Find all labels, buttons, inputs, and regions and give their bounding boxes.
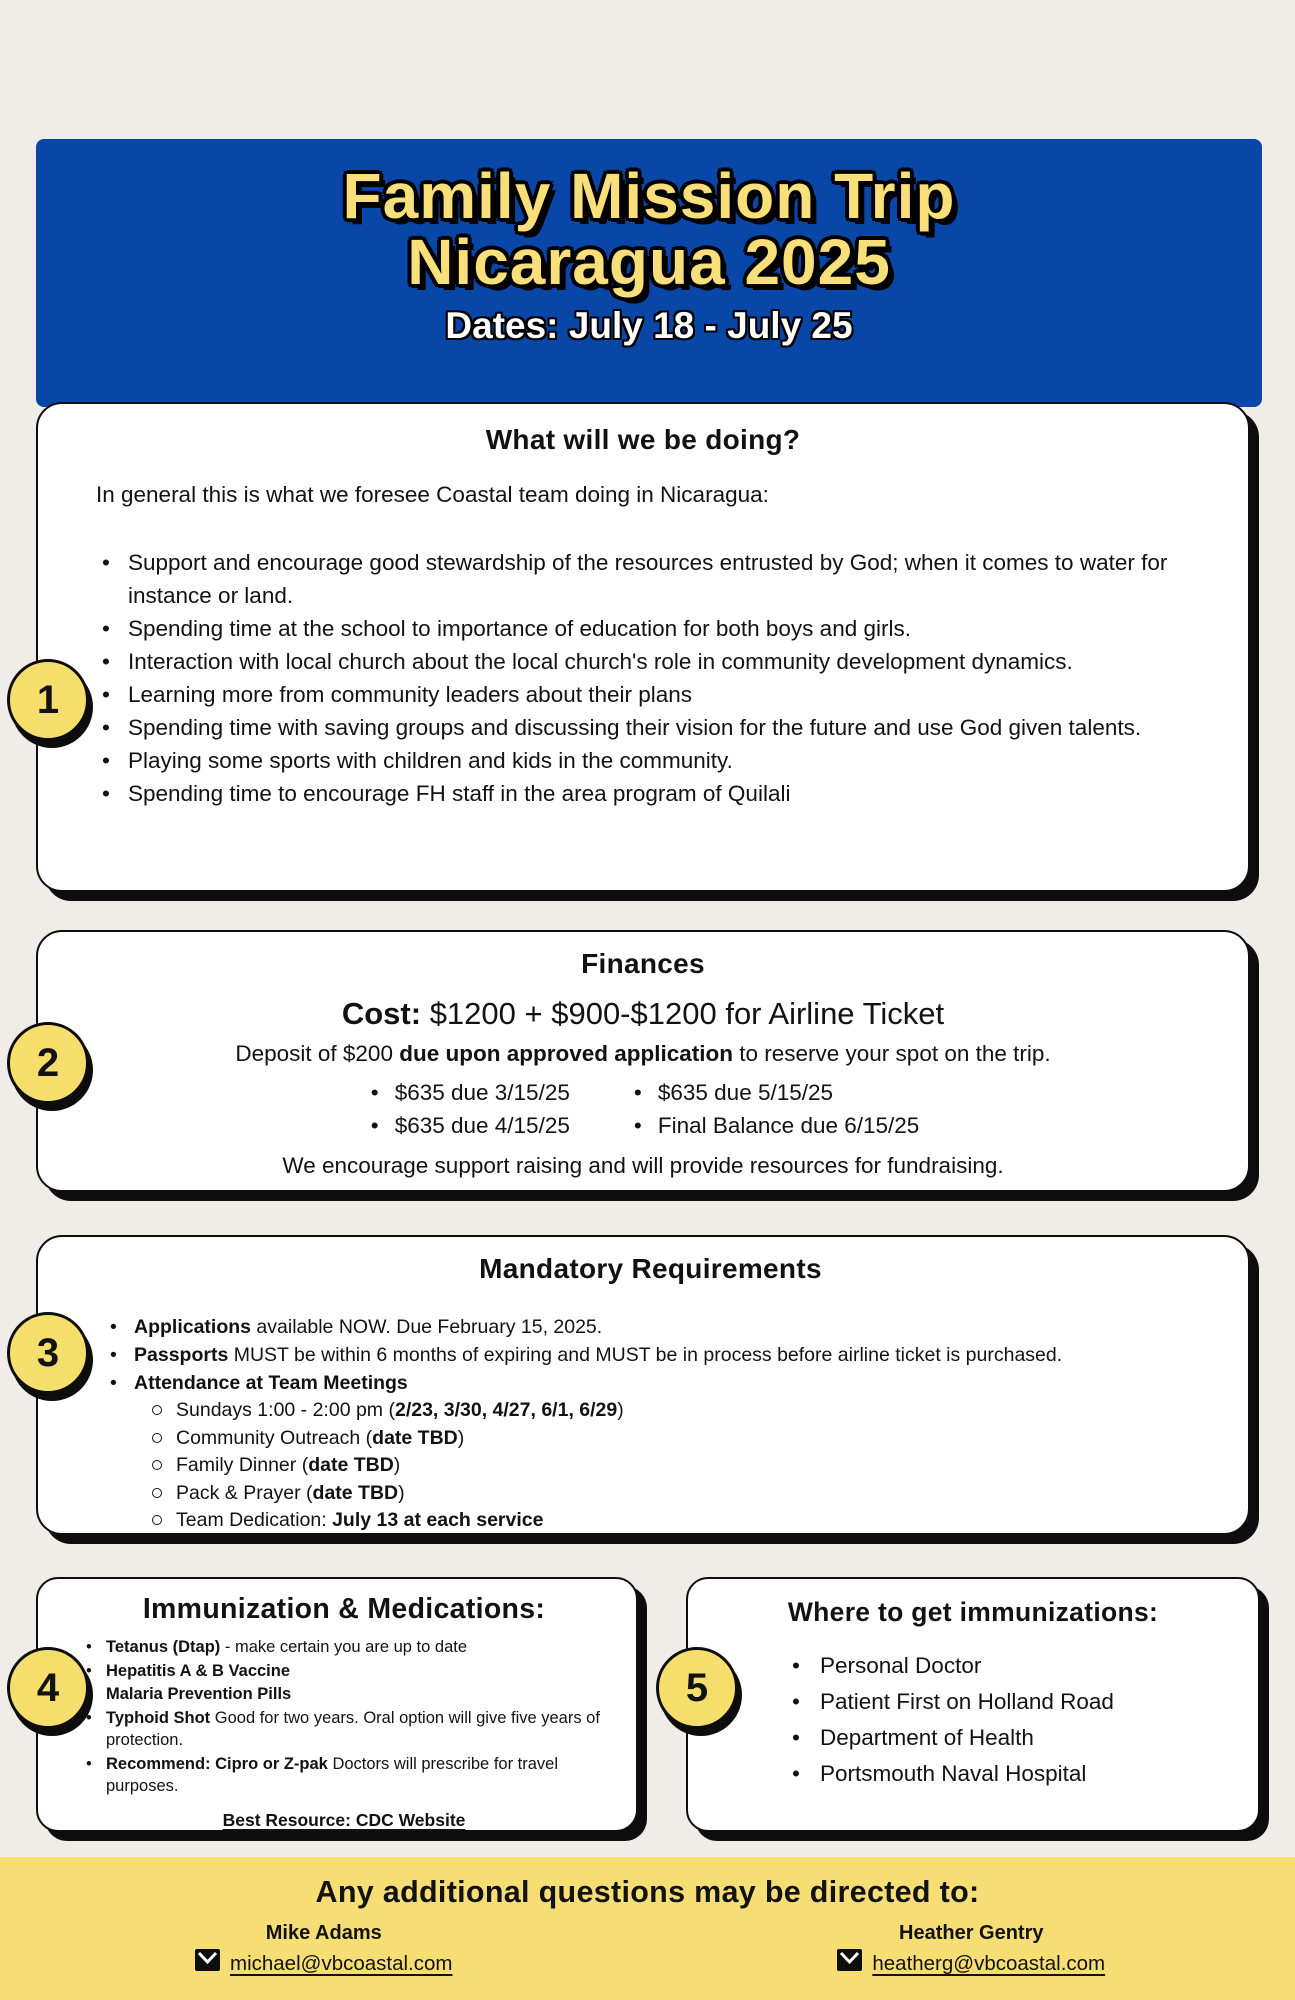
list-item: • Spending time to encourage FH staff in the area program of Quilali (96, 777, 1190, 810)
cdc-resource-link[interactable]: Best Resource: CDC Website (222, 1809, 466, 1830)
immunization-bold: Typhoid Shot (106, 1708, 211, 1727)
list-item: • Interaction with local church about the local church's role in community development dynamics. (96, 645, 1190, 678)
list-item: • $635 due 5/15/25 (630, 1077, 919, 1108)
contact-mike-adams (0, 1922, 648, 1976)
list-item (150, 1480, 1193, 1508)
list-item: • Learning more from community leaders about their plans (96, 678, 1190, 711)
card-immunization (36, 1577, 638, 1832)
immunization-locations-list (786, 1648, 1238, 1792)
list-item (80, 1660, 608, 1683)
requirement-rest: MUST be within 6 months of expiring and MUST be in process before airline ticket is purchased. (228, 1344, 1063, 1366)
trip-dates: Dates: July 18 - July 25 (445, 305, 853, 346)
requirement-bold: Applications (134, 1316, 252, 1338)
list-item: • $635 due 3/15/25 (367, 1077, 570, 1108)
immunization-rest: Doctors will prescribe for travel purposes. (106, 1754, 559, 1795)
contacts-row (0, 1922, 1295, 1976)
list-item: • Department of Health (786, 1720, 1238, 1756)
footer-title: Any additional questions may be directed to: (315, 1875, 980, 1909)
deposit-post: to reserve your spot on the trip. (732, 1041, 1051, 1066)
list-item (80, 1753, 608, 1798)
sub-post: ) (398, 1481, 405, 1504)
email-icon (837, 1949, 862, 1971)
list-item: • Portsmouth Naval Hospital (786, 1756, 1238, 1792)
contact-email-row (0, 1952, 648, 1976)
list-item (108, 1341, 1193, 1369)
payment-due-list (367, 1077, 920, 1141)
list-item: • Patient First on Holland Road (786, 1684, 1238, 1720)
card-where-immunizations-title: Where to get immunizations: (787, 1597, 1159, 1627)
step-badge-5: 5 (656, 1647, 738, 1729)
step-badge-2: 2 (7, 1022, 89, 1104)
list-item: • $635 due 4/15/25 (367, 1110, 570, 1141)
immunization-bold: Malaria Prevention Pills (106, 1685, 292, 1703)
deposit-line (38, 1041, 1248, 1067)
step-badge-4: 4 (7, 1647, 89, 1729)
cost-label: Cost: (341, 996, 422, 1031)
list-item: • Final Balance due 6/15/25 (630, 1110, 919, 1141)
card-where-immunizations (686, 1577, 1260, 1832)
cost-value: $1200 + $900-$1200 for Airline Ticket (421, 996, 945, 1031)
card-what-we-do-intro: In general this is what we foresee Coastal team doing in Nicaragua: (96, 482, 769, 507)
list-item (108, 1369, 1193, 1535)
footer-contact-banner (0, 1857, 1295, 2000)
list-item (150, 1507, 1193, 1535)
email-icon (195, 1949, 220, 1971)
sub-pre: Community Outreach ( (176, 1426, 373, 1449)
sub-pre: Sundays 1:00 - 2:00 pm ( (176, 1399, 395, 1421)
fundraising-note: We encourage support raising and will provide resources for fundraising. (282, 1153, 1004, 1178)
step-badge-3: 3 (7, 1312, 89, 1394)
team-meetings-sublist (150, 1397, 1193, 1535)
sub-pre: Family Dinner ( (176, 1454, 309, 1476)
list-item: • Spending time at the school to importance of education for both boys and girls. (96, 612, 1190, 645)
contact-email-link[interactable]: heatherg@vbcoastal.com (872, 1952, 1106, 1975)
sub-pre: Pack & Prayer ( (176, 1481, 313, 1504)
sub-pre: Team Dedication: (176, 1509, 333, 1531)
requirement-bold: Passports (134, 1344, 229, 1366)
sub-post: ) (617, 1399, 624, 1421)
sub-bold: date TBD (312, 1481, 399, 1504)
contact-name: Mike Adams (265, 1922, 382, 1944)
contact-email-row (648, 1952, 1295, 1976)
list-item (108, 1313, 1193, 1341)
list-item (80, 1707, 608, 1752)
page-title-line-1: Family Mission Trip (342, 160, 956, 232)
card-what-we-do-title: What will we be doing? (485, 424, 801, 455)
card-immunization-title: Immunization & Medications: (142, 1593, 546, 1625)
sub-bold: date TBD (308, 1454, 394, 1476)
list-item (150, 1397, 1193, 1425)
immunization-bold: Recommend: Cipro or Z-pak (106, 1754, 328, 1773)
immunization-bold: Tetanus (Dtap) (106, 1638, 221, 1656)
deposit-pre: Deposit of $200 (235, 1041, 400, 1066)
list-item: • Personal Doctor (786, 1648, 1238, 1684)
card-finances-title: Finances (581, 948, 705, 979)
sub-post: ) (393, 1454, 401, 1476)
card-finances (36, 930, 1250, 1192)
contact-name: Heather Gentry (899, 1922, 1044, 1944)
cost-line (38, 996, 1248, 1032)
list-item: • Support and encourage good stewardship of the resources entrusted by God; when it comes to water for instance or land. (96, 546, 1190, 612)
sub-bold: date TBD (372, 1426, 458, 1449)
sub-bold: 2/23, 3/30, 4/27, 6/1, 6/29 (394, 1399, 618, 1421)
header-banner (36, 139, 1262, 407)
list-item (80, 1636, 608, 1659)
immunization-list (80, 1636, 608, 1798)
step-badge-1: 1 (7, 659, 89, 741)
what-we-do-list (96, 546, 1190, 810)
contact-heather-gentry (648, 1922, 1295, 1976)
page-title-line-2: Nicaragua 2025 (407, 226, 891, 298)
deposit-bold: due upon approved application (399, 1041, 733, 1066)
requirement-rest: available NOW. Due February 15, 2025. (251, 1316, 603, 1338)
immunization-rest: - make certain you are up to date (220, 1638, 467, 1656)
sub-post: ) (457, 1426, 465, 1449)
list-item (150, 1425, 1193, 1453)
card-requirements-title: Mandatory Requirements (479, 1253, 822, 1284)
list-item: • Playing some sports with children and kids in the community. (96, 744, 1190, 777)
requirements-list (108, 1313, 1193, 1535)
requirement-bold: Attendance at Team Meetings (134, 1372, 408, 1394)
list-item (150, 1452, 1193, 1480)
card-what-we-do (36, 402, 1250, 892)
contact-email-link[interactable]: michael@vbcoastal.com (230, 1952, 453, 1975)
immunization-rest: Good for two years. Oral option will give five years of protection. (106, 1708, 600, 1749)
card-requirements (36, 1235, 1250, 1535)
sub-bold: July 13 at each service (332, 1509, 544, 1531)
immunization-bold: Hepatitis A & B Vaccine (106, 1661, 291, 1680)
list-item: • Spending time with saving groups and discussing their vision for the future and use God given talents. (96, 711, 1190, 744)
list-item (80, 1683, 608, 1706)
